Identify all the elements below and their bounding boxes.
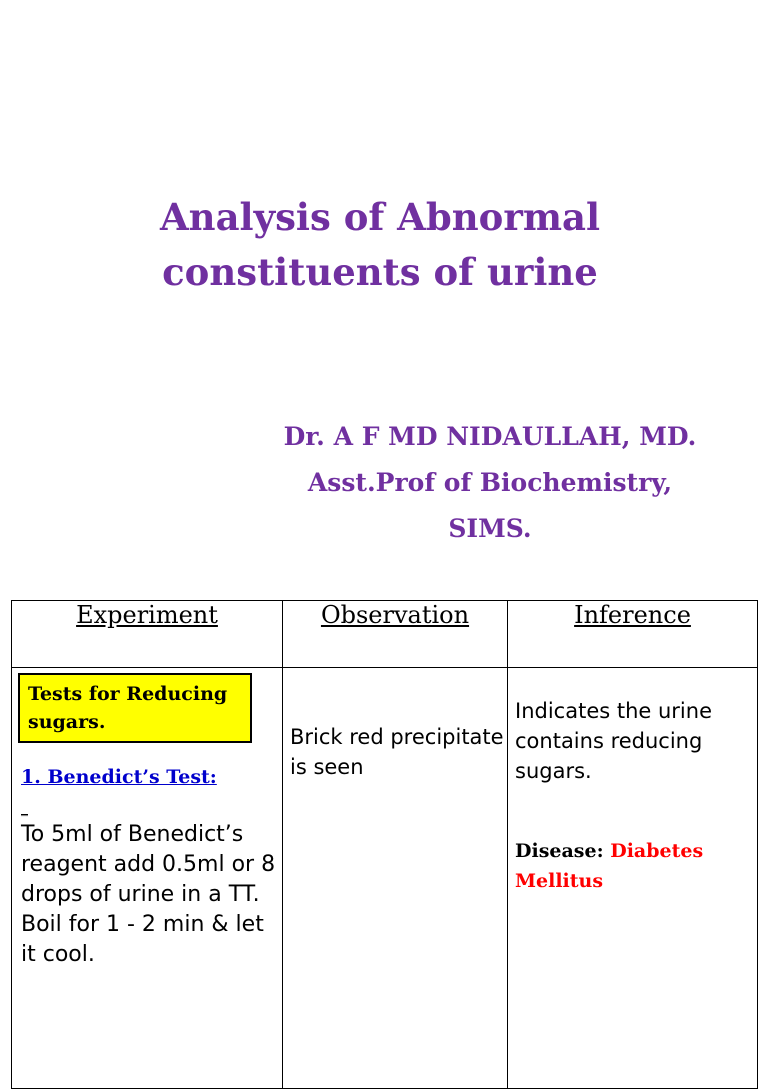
disease-line — [515, 836, 757, 896]
inference-text: Indicates the urine contains reducing sugars. — [515, 699, 712, 783]
slide-title — [0, 190, 760, 300]
procedure-text: To 5ml of Benedict’s reagent add 0.5ml or 8 drops of urine in a TT. Boil for 1 - 2 min & let it cool. — [21, 822, 276, 967]
experiment-cell — [12, 668, 283, 1089]
test-title: 1. Benedict’s Test: — [21, 766, 217, 788]
disease-label: Disease: — [515, 840, 611, 862]
author-name: Dr. A F MD NIDAULLAH, MD. — [283, 422, 697, 451]
observation-text: Brick red precipitate is seen — [290, 725, 504, 779]
section-highlight-box: Tests for Reducing sugars. — [18, 673, 252, 743]
title-line-2: constituents of urine — [162, 250, 598, 294]
header-experiment: Experiment — [12, 601, 283, 668]
author-institution: SIMS. — [448, 514, 532, 543]
header-observation: Observation — [283, 601, 508, 668]
dash-mark: _ — [21, 801, 28, 817]
table-header-row — [12, 601, 758, 668]
author-designation: Asst.Prof of Biochemistry, — [307, 468, 673, 497]
experiment-table — [11, 600, 758, 1089]
header-inference: Inference — [508, 601, 758, 668]
title-line-1: Analysis of Abnormal — [159, 195, 601, 239]
observation-cell — [283, 668, 508, 1089]
table-row — [12, 668, 758, 1089]
disease-value: Diabetes Mellitus — [515, 840, 704, 892]
inference-cell — [508, 668, 758, 1089]
author-block — [210, 414, 768, 552]
